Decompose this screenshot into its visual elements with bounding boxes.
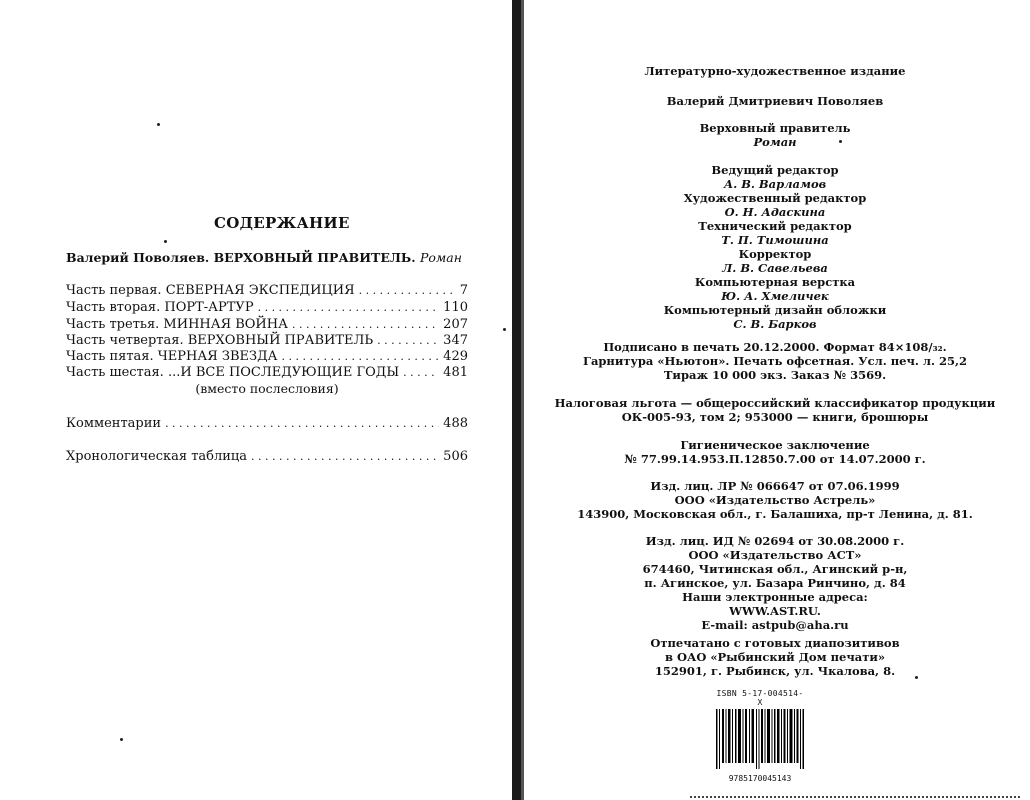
barcode-block	[714, 689, 806, 783]
toc-entry-page: 429	[443, 349, 468, 364]
toc-title: СОДЕРЖАНИЕ	[214, 214, 350, 232]
credit-name-text: С. В. Барков	[733, 317, 817, 331]
tax-info-line: Налоговая льгота — общероссийский классификатор продукции	[554, 396, 996, 410]
toc-entry-comments	[66, 416, 468, 431]
toc-entry	[66, 300, 468, 315]
speck	[839, 140, 842, 143]
imprint-author: Валерий Дмитриевич Поволяев	[666, 94, 884, 108]
publisher2-line: Изд. лиц. ИД № 02694 от 30.08.2000 г.	[645, 534, 905, 548]
credit-name-text: Ю. А. Хмеличек	[721, 289, 829, 303]
genre-text: Роман	[753, 135, 797, 149]
publisher1-line: 143900, Московская обл., г. Балашиха, пр-т Ленина, д. 81.	[577, 507, 973, 521]
credit-role: Ведущий редактор	[711, 163, 839, 177]
toc-entry-page: 506	[443, 449, 468, 464]
toc-entry-label: Часть пятая. ЧЕРНАЯ ЗВЕЗДА	[66, 349, 278, 364]
credit-name-text: О. Н. Адаскина	[724, 205, 826, 219]
print-info-line: Гарнитура «Ньютон». Печать офсетная. Усл. печ. л. 25,2	[583, 354, 967, 368]
speck	[503, 328, 506, 331]
credit-name	[520, 261, 1030, 275]
printer-line: в ОАО «Рыбинский Дом печати»	[664, 650, 886, 664]
credit-name	[520, 177, 1030, 191]
scan-edge-noise	[690, 796, 1020, 800]
speck	[915, 676, 918, 679]
credit-name	[520, 317, 1030, 331]
credit-name-text: Л. В. Савельева	[722, 261, 828, 275]
speck	[164, 240, 167, 243]
toc-entry	[66, 317, 468, 332]
publisher1-line: ООО «Издательство Астрель»	[674, 493, 876, 507]
toc-entry-page: 110	[443, 300, 468, 315]
print-info-line: Подписано в печать 20.12.2000. Формат 84×108/₃₂.	[603, 340, 947, 354]
publisher1-line: Изд. лиц. ЛР № 066647 от 07.06.1999	[650, 479, 900, 493]
publisher2-line: WWW.AST.RU.	[729, 604, 821, 618]
toc-entry	[66, 333, 468, 348]
toc-author-line	[66, 250, 462, 265]
toc-entry	[66, 349, 468, 364]
imprint-book-title: Верховный правитель	[699, 121, 851, 135]
credit-role: Компьютерный дизайн обложки	[663, 303, 887, 317]
credit-name	[520, 205, 1030, 219]
credit-role: Художественный редактор	[683, 191, 867, 205]
toc-entry-page: 488	[443, 416, 468, 431]
toc-entry-label: Часть шестая. ...И ВСЕ ПОСЛЕДУЮЩИЕ ГОДЫ	[66, 365, 400, 380]
toc-entry-page: 7	[459, 283, 468, 298]
toc-entry-label: Часть четвертая. ВЕРХОВНЫЙ ПРАВИТЕЛЬ	[66, 333, 374, 348]
toc-entry-label: Часть третья. МИННАЯ ВОЙНА	[66, 317, 288, 332]
credit-role: Технический редактор	[698, 219, 852, 233]
toc-entry-label: Хронологическая таблица	[66, 449, 248, 464]
toc-entry-label: Часть первая. СЕВЕРНАЯ ЭКСПЕДИЦИЯ	[66, 283, 355, 298]
toc-entry	[66, 365, 468, 380]
credit-role: Компьютерная верстка	[694, 275, 856, 289]
publisher2-line: 674460, Читинская обл., Агинский р-н,	[642, 562, 908, 576]
toc-entry-page: 347	[443, 333, 468, 348]
toc-author-text: Валерий Поволяев. ВЕРХОВНЫЙ ПРАВИТЕЛЬ.	[66, 250, 416, 265]
credit-name	[520, 289, 1030, 303]
toc-entry	[66, 283, 468, 298]
credit-name-text: А. В. Варламов	[723, 177, 827, 191]
toc-entry-label: Часть вторая. ПОРТ-АРТУР	[66, 300, 254, 315]
toc-entry-page: 481	[443, 365, 468, 380]
toc-author-genre: Роман	[419, 250, 462, 265]
edition-type: Литературно-художественное издание	[644, 64, 906, 78]
printer-line: 152901, г. Рыбинск, ул. Чкалова, 8.	[654, 664, 896, 678]
publisher2-line: E-mail: astpub@aha.ru	[701, 618, 849, 632]
publisher2-line: ООО «Издательство АСТ»	[688, 548, 862, 562]
printer-line: Отпечатано с готовых диапозитивов	[650, 636, 900, 650]
barcode-icon	[714, 709, 806, 769]
isbn-text: ISBN 5-17-004514-X	[716, 689, 804, 707]
hygiene-line: № 77.99.14.953.П.12850.7.00 от 14.07.2000 г.	[624, 452, 926, 466]
hygiene-line: Гигиеническое заключение	[680, 438, 870, 452]
imprint-book-genre	[520, 135, 1030, 149]
toc-subtitle: (вместо послесловия)	[195, 381, 339, 396]
credit-name	[520, 233, 1030, 247]
speck	[157, 123, 160, 126]
print-info-line: Тираж 10 000 экз. Заказ № 3569.	[663, 368, 887, 382]
credit-name-text: Т. П. Тимошина	[721, 233, 829, 247]
speck	[120, 738, 123, 741]
publisher2-line: п. Агинское, ул. Базара Ринчино, д. 84	[644, 576, 906, 590]
publisher2-line: Наши электронные адреса:	[682, 590, 868, 604]
tax-info-line: ОК-005-93, том 2; 953000 — книги, брошюры	[621, 410, 929, 424]
toc-entry-page: 207	[443, 317, 468, 332]
credit-role: Корректор	[738, 247, 812, 261]
toc-entry-chronology	[66, 449, 468, 464]
toc-entry-label: Комментарии	[66, 416, 162, 431]
barcode-number: 9785170045143	[728, 774, 792, 783]
